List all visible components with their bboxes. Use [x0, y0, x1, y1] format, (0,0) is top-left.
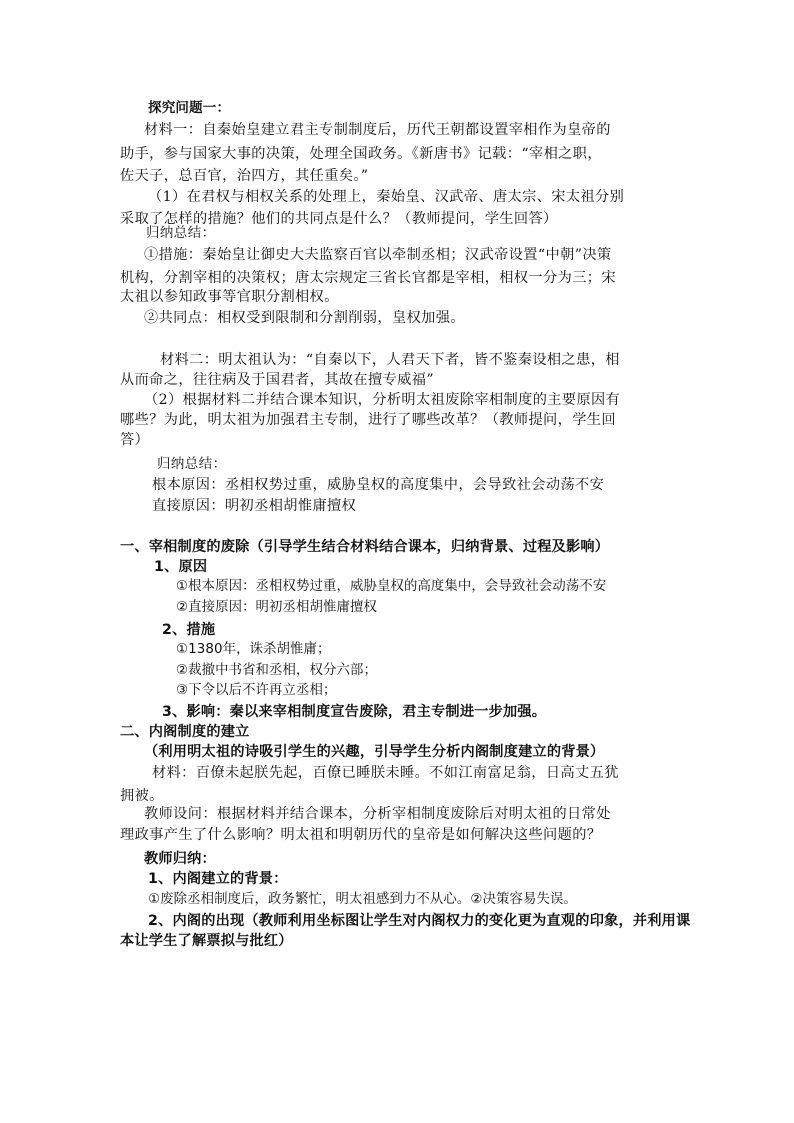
answer-2: ②共同点：相权受到限制和分割削弱，皇权加强。 [144, 310, 465, 326]
section-1-impact: 3、影响：秦以来宰相制度宣告废除，君主专制进一步加强。 [162, 704, 547, 720]
section-1-cause-b: ②直接原因：明初丞相胡惟庸擅权 [176, 600, 377, 615]
material-2-line-2: 从而命之，往往病及于国君者，其故在擅专威福” [120, 372, 434, 388]
cabinet-background-heading: 1、内阁建立的背景： [148, 871, 288, 887]
section-1-measure-b: ②裁撤中书省和丞相，权分六部； [176, 663, 377, 678]
cabinet-emergence-line-2: 本让学生了解票拟与批红） [120, 933, 293, 949]
section-1-measure-c: ③下令以后不许再立丞相； [176, 683, 337, 698]
root-cause: 根本原因：丞相权势过重，威胁皇权的高度集中，会导致社会动荡不安 [152, 477, 605, 493]
summary-label-1: 归纳总结： [146, 225, 216, 241]
section-2-subtitle: （利用明太祖的诗吸引学生的兴趣，引导学生分析内阁制度建立的背景） [144, 744, 605, 760]
section-1-title: 一、宰相制度的废除（引导学生结合材料结合课本，归纳背景、过程及影响） [120, 539, 610, 555]
answer-1-line-3: 太祖以参知政事等官职分割相权。 [120, 289, 339, 305]
material-1-line-3: 佐天子，总百官，治四方，其任重矣。” [120, 168, 369, 184]
poem-material-line-2: 拥被。 [120, 788, 164, 804]
material-2-line-1: 材料二：明太祖认为：“自秦以下，人君天下者，皆不鉴秦设相之患，相 [160, 352, 620, 368]
question-1-line-1: （1）在君权与相权关系的处理上，秦始皇、汉武帝、唐太宗、宋太祖分别 [148, 189, 625, 205]
answer-1-line-2: 机构，分割宰相的决策权；唐太宗规定三省长官都是宰相，相权一分为三；宋 [120, 270, 616, 286]
direct-cause: 直接原因：明初丞相胡惟庸擅权 [152, 498, 357, 514]
material-1-line-1: 材料一：自秦始皇建立君主专制制度后，历代王朝都设置宰相作为皇帝的 [144, 122, 611, 138]
section-1-cause-heading: 1、原因 [154, 559, 208, 575]
question-2-line-3: 答） [120, 432, 150, 448]
section-1-measure-heading: 2、措施 [162, 622, 216, 638]
section-1-cause-a: ①根本原因：丞相权势过重，威胁皇权的高度集中，会导致社会动荡不安 [176, 579, 607, 594]
teacher-question-line-2: 理政事产生了什么影响？明太祖和明朝历代的皇帝是如何解决这些问题的？ [120, 827, 602, 843]
material-1-line-2: 助手，参与国家大事的决策，处理全国政务。《新唐书》记载：“宰相之职， [120, 146, 602, 162]
question-2-line-2: 哪些？为此，明太祖为加强君主专制，进行了哪些改革？（教师提问，学生回 [120, 412, 616, 428]
section-1-measure-a: ①1380年，诛杀胡惟庸； [176, 642, 331, 657]
q1-heading: 探究问题一： [148, 100, 231, 116]
teacher-summary-label: 教师归纳： [144, 851, 216, 867]
cabinet-background-text: ①废除丞相制度后，政务繁忙，明太祖感到力不从心。②决策容易失误。 [148, 892, 577, 907]
answer-1-line-1: ①措施：秦始皇让御史大夫监察百官以牵制丞相；汉武帝设置“中朝”决策 [144, 247, 612, 263]
poem-material-line-1: 材料：百僚未起朕先起，百僚已睡朕未睡。不如江南富足翁，日高丈五犹 [152, 765, 619, 781]
section-2-title: 二、内阁制度的建立 [120, 724, 250, 740]
summary-label-2: 归纳总结： [157, 456, 227, 472]
cabinet-emergence-line-1: 2、内阁的出现（教师利用坐标图让学生对内阁权力的变化更为直观的印象，并利用课 [148, 913, 691, 929]
question-2-line-1: （2）根据材料二并结合课本知识，分析明太祖废除宰相制度的主要原因有 [144, 392, 621, 408]
question-1-line-2: 采取了怎样的措施？他们的共同点是什么？（教师提问，学生回答） [120, 211, 558, 227]
teacher-question-line-1: 教师设问：根据材料并结合课本，分析宰相制度废除后对明太祖的日常处 [144, 806, 611, 822]
